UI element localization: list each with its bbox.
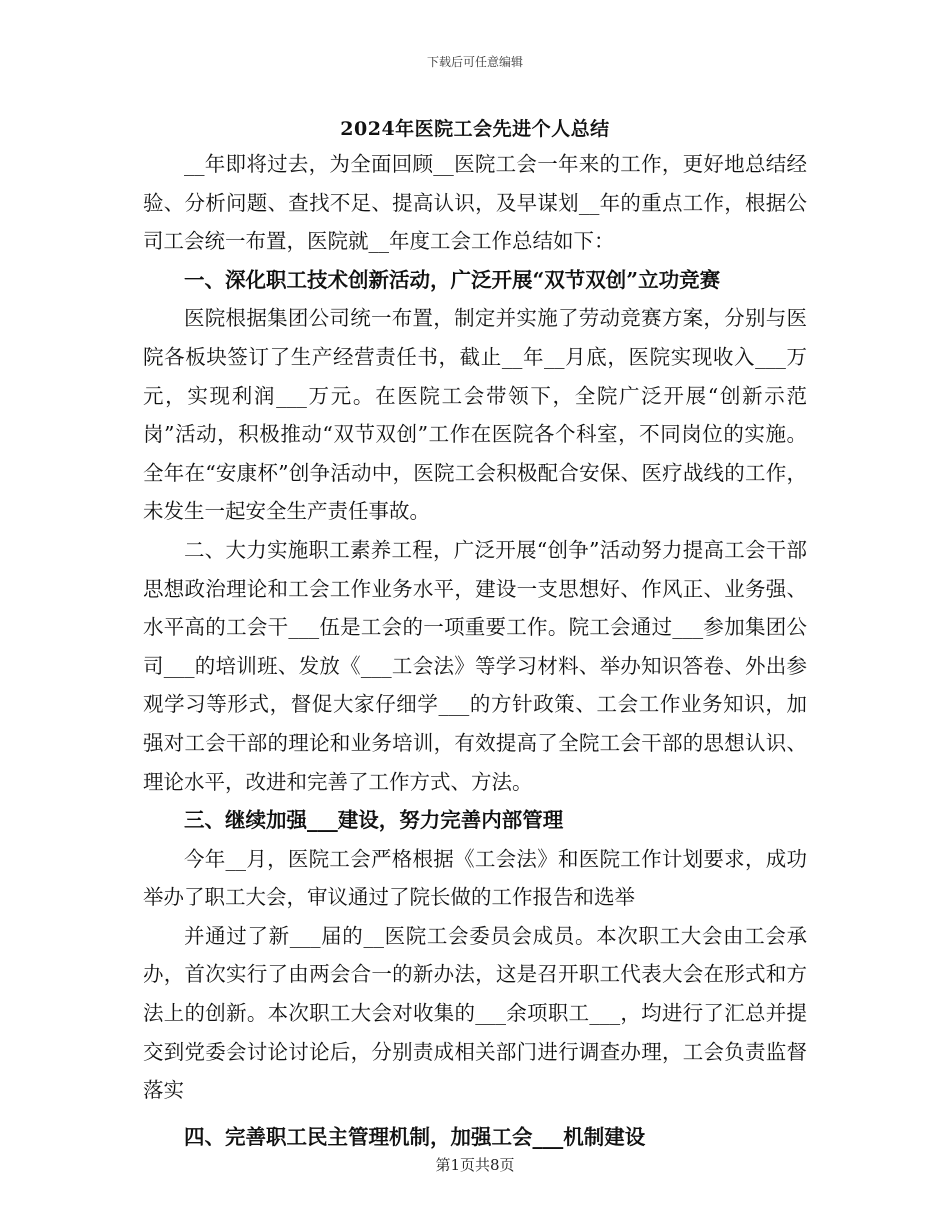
intro-paragraph: __年即将过去，为全面回顾__医院工会一年来的工作，更好地总结经验、分析问题、查找不足、提高认识，及早谋划__年的重点工作，根据公司工会统一布置，医院就__年度工会工作总结如下： — [143, 152, 807, 254]
section-heading-1: 一、深化职工技术创新活动，广泛开展“双节双创”立功竞赛 — [184, 267, 721, 292]
section-3-paragraph-2: 并通过了新___届的__医院工会委员会成员。本次职工大会由工会承办，首次实行了由两会合一的新办法，这是召开职工代表大会在形式和方法上的创新。本次职工大会对收集的___余项职工___，均进行了汇总并提交到党委会讨论讨论后，分别责成相关部门进行调查办理，工会负责监督落实 — [143, 923, 807, 1103]
section-heading-3: 三、继续加强___建设，努力完善内部管理 — [184, 808, 564, 833]
document-body — [143, 145, 807, 1156]
page-header-note: 下载后可任意编辑 — [426, 55, 523, 69]
section-3-paragraph-1: 今年__月，医院工会严格根据《工会法》和医院工作计划要求，成功举办了职工大会，审议通过了院长做的工作报告和选举 — [143, 846, 807, 910]
section-heading-4: 四、完善职工民主管理机制，加强工会___机制建设 — [184, 1124, 646, 1149]
section-1-paragraph: 医院根据集团公司统一布置，制定并实施了劳动竞赛方案，分别与医院各板块签订了生产经营责任书，截止__年__月底，医院实现收入___万元，实现利润___万元。在医院工会带领下，全院广泛开展“创新示范岗”活动，积极推动“双节双创”工作在医院各个科室，不同岗位的实施。全年在“安康杯”创争活动中，医院工会积极配合安保、医疗战线的工作，未发生一起安全生产责任事故。 — [143, 306, 807, 524]
section-2-paragraph: 二、大力实施职工素养工程，广泛开展“创争”活动努力提高工会干部思想政治理论和工会工作业务水平，建设一支思想好、作风正、业务强、水平高的工会干___伍是工会的一项重要工作。院工会通过___参加集团公司___的培训班、发放《___工会法》等学习材料、举办知识答卷、外出参观学习等形式，督促大家仔细学___的方针政策、工会工作业务知识，加强对工会干部的理论和业务培训，有效提高了全院工会干部的思想认识、理论水平，改进和完善了工作方式、方法。 — [143, 537, 807, 794]
document-title: 2024年医院工会先进个人总结 — [340, 118, 610, 140]
page-number: 第1页共8页 — [435, 1156, 515, 1174]
